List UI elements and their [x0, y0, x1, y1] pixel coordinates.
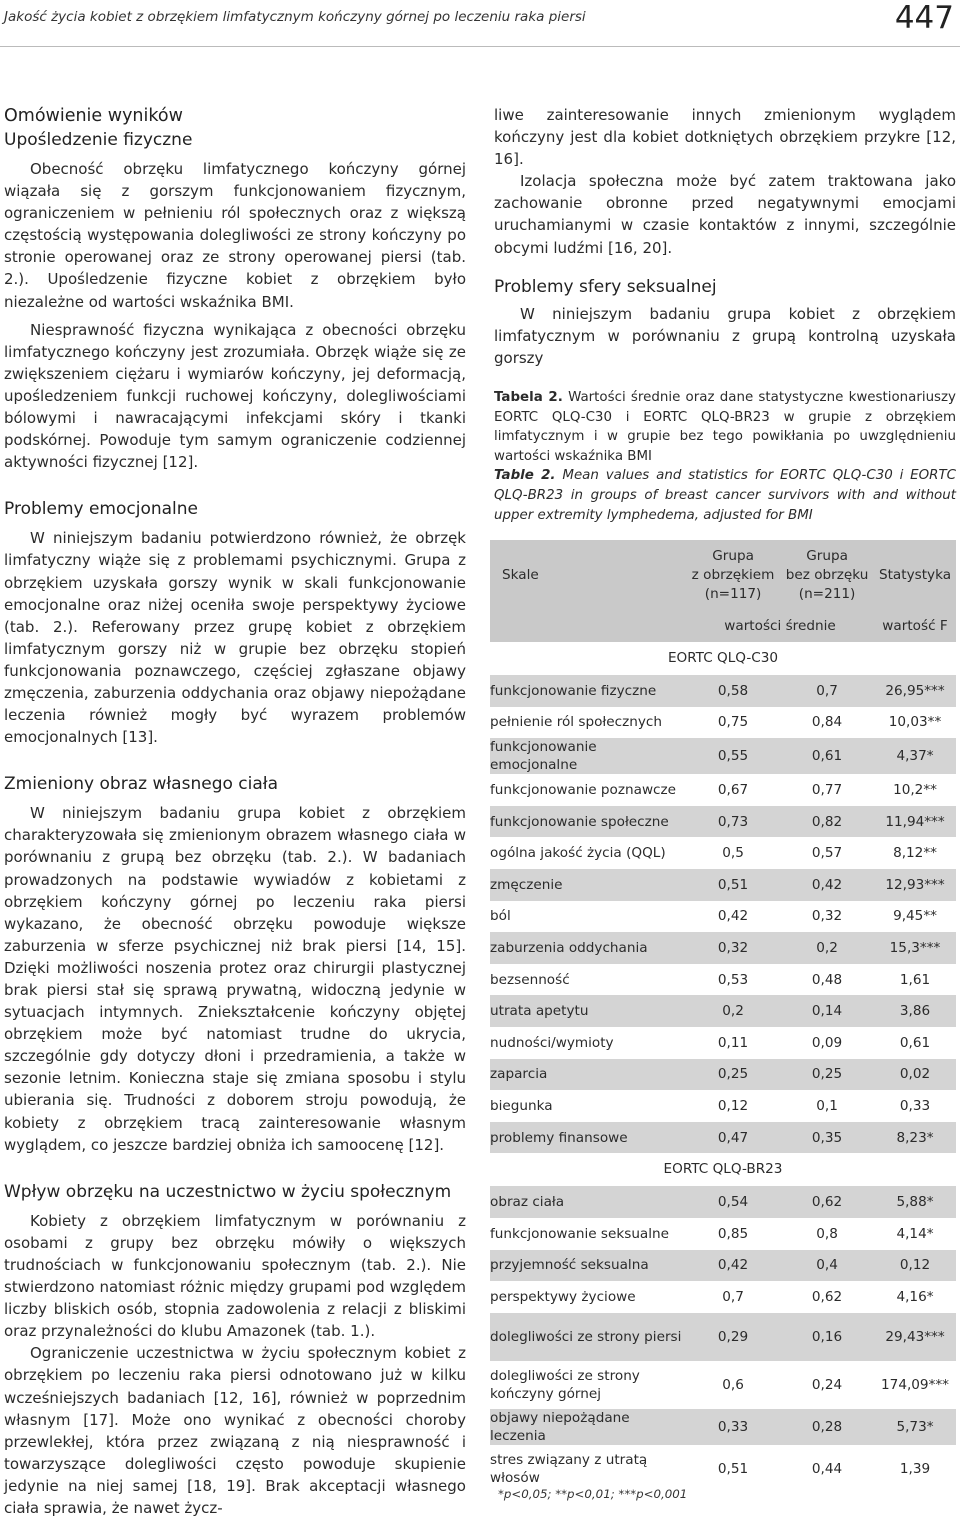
table-header-row: [490, 540, 956, 610]
caption-label-pl: Tabela 2.: [494, 390, 563, 405]
table-row: [490, 774, 956, 806]
value-f: 1,61: [899, 971, 931, 988]
value-group1: 0,85: [717, 1225, 749, 1242]
table-row: [490, 1313, 956, 1361]
row-label: nudności/wymioty: [490, 1034, 614, 1051]
row-label: stres związany z utratą włosów: [490, 1451, 648, 1486]
row-label: zaburzenia oddychania: [490, 932, 686, 964]
row-label: ogólna jakość życia (QQL): [490, 845, 666, 862]
value-group1: 0,55: [686, 738, 780, 774]
value-group2: 0,4: [780, 1250, 874, 1282]
value-group2: 0,57: [811, 845, 843, 862]
value-group1: 0,12: [717, 1097, 749, 1114]
value-group1: 0,42: [717, 908, 749, 925]
table-row: [490, 1445, 956, 1493]
value-f: 10,2**: [893, 781, 937, 798]
paragraph: Izolacja społeczna może być zatem traktowana jako zachowanie obronne przed negatywnymi emocjami uruchamianymi w czasie kontaktów z innymi, szczególnie obcymi ludźmi [16, 20].: [494, 172, 956, 257]
value-group2: 0,7: [780, 675, 874, 707]
table-subheader-row: [490, 610, 956, 642]
subheader-f: wartość F: [874, 610, 956, 642]
table-row: [490, 932, 956, 964]
row-label: biegunka: [490, 1097, 553, 1114]
value-group2: 0,61: [780, 738, 874, 774]
value-group2: 0,2: [780, 932, 874, 964]
value-group2: 0,82: [780, 806, 874, 838]
value-f: 12,93***: [874, 869, 956, 901]
value-f: 0,12: [874, 1250, 956, 1282]
table-row: [490, 901, 956, 933]
value-f: 0,33: [899, 1097, 931, 1114]
value-group2: 0,32: [811, 908, 843, 925]
value-group1: 0,6: [722, 1376, 744, 1393]
group-row: [490, 642, 956, 675]
value-group2: 0,48: [811, 971, 843, 988]
value-f: 5,88*: [874, 1186, 956, 1218]
value-group2: 0,77: [811, 781, 843, 798]
table-row: [490, 1409, 956, 1445]
value-group2: 0,8: [816, 1225, 838, 1242]
caption-text-en: Mean values and statistics for EORTC QLQ-C30 i EORTC QLQ-BR23 in groups of breast cancer survivors with and without upper extremity lymphedema, adjusted for BMI: [494, 468, 957, 523]
value-f: 10,03**: [888, 714, 942, 731]
value-group2: 0,16: [780, 1313, 874, 1361]
value-group1: 0,53: [717, 971, 749, 988]
table-row: [490, 707, 956, 739]
value-group1: 0,73: [686, 806, 780, 838]
value-f: 4,37*: [874, 738, 956, 774]
value-f: 8,23*: [874, 1122, 956, 1154]
table-row: [490, 869, 956, 901]
value-group1: 0,11: [717, 1034, 749, 1051]
left-column: [4, 104, 466, 1519]
paragraph: Obecność obrzęku limfatycznego kończyny górnej wiązała się z gorszym funkcjonowaniem fizycznym, ograniczeniem w pełnieniu ról społecznych oraz z większą częstością występowania dolegliwości ze strony kończyny po stronie operowanej oraz ze strony operowanej piersi (tab. 2.). Upośledzenie fizyczne kobiet z obrzękiem było niezależne od wartości wskaźnika BMI.: [4, 160, 466, 311]
paragraph: W niniejszym badaniu grupa kobiet z obrzękiem charakteryzowała się zmienionym obrazem własnego ciała w porównaniu z grupą bez obrzęku (tab. 2.). W badaniach prowadzonych na podstawie wywiadów z kobietami z obrzękiem kończyny górnej po leczeniu raka piersi wykazano, że obecność obrzęku powoduje większe zaburzenia w sferze psychicznej niż brak piersi [14, 15]. Dzięki możliwości noszenia protez oraz chirurgii plastycznej brak piersi stał się sprawą prywatną, widoczną jedynie w sytuacjach intymnych. Zniekształcenie kończyny objętej obrzękiem może być natomiast trudne do ukrycia, szczególnie gdy dotyczy dłoni i przedramienia, a także w sezonie letnim. Konieczna staje się zmiana sposobu i stylu ubierania się. Trudności z doborem stroju powodują, że kobiety z obrzękiem tracą zainteresowanie własnym wyglądem, co jeszcze bardziej obniża ich samoocenę [12].: [4, 804, 466, 1154]
value-group1: 0,33: [686, 1409, 780, 1445]
value-group1: 0,67: [717, 781, 749, 798]
row-label: przyjemność seksualna: [490, 1250, 686, 1282]
row-label: obraz ciała: [490, 1186, 686, 1218]
value-f: 3,86: [874, 995, 956, 1027]
heading-social: Wpływ obrzęku na uczestnictwo w życiu społecznym: [4, 1181, 452, 1202]
section-title: Omówienie wyników: [4, 106, 183, 126]
value-group2: 0,1: [816, 1097, 838, 1114]
row-label: dolegliwości ze strony piersi: [490, 1313, 686, 1361]
page-number: 447: [894, 0, 954, 36]
value-group1: 0,58: [686, 675, 780, 707]
paragraph: Niesprawność fizyczna wynikająca z obecności obrzęku limfatycznego kończyny jest zrozumiała. Obrzęk wiąże się ze zwiększeniem ciężaru i wymiarów kończyny, jej deformacją, upośledzeniem funkcji ruchowej kończyny, dolegliwościami bólowymi i nawracającymi infekcjami skóry i tkanki podskórnej. Powoduje tym samym ograniczenie codziennej aktywności fizycznej [12].: [4, 320, 466, 472]
value-f: 5,73*: [874, 1409, 956, 1445]
table-row: [490, 1218, 956, 1250]
group-label-c30: EORTC QLQ-C30: [490, 642, 956, 675]
value-group2: 0,09: [811, 1034, 843, 1051]
table-row: [490, 1027, 956, 1059]
col-header-stat: Statystyka: [874, 540, 956, 610]
row-label: zmęczenie: [490, 869, 686, 901]
row-label: objawy niepożądane leczenia: [490, 1409, 686, 1445]
value-f: 174,09***: [881, 1376, 949, 1393]
value-group1: 0,42: [686, 1250, 780, 1282]
table-row: [490, 837, 956, 869]
running-title: Jakość życia kobiet z obrzękiem limfatycznym kończyny górnej po leczeniu raka piersi: [4, 9, 586, 25]
value-group1: 0,5: [722, 845, 744, 862]
row-label: funkcjonowanie fizyczne: [490, 675, 686, 707]
table-row: [490, 1186, 956, 1218]
value-group2: 0,25: [780, 1059, 874, 1091]
value-group1: 0,75: [717, 714, 749, 731]
table-row: [490, 806, 956, 838]
value-group2: 0,35: [780, 1122, 874, 1154]
paragraph: W niniejszym badaniu potwierdzono również, że obrzęk limfatyczny wiąże się z problemami psychicznymi. Grupa z obrzękiem uzyskała gorszy wynik w skali funkcjonowanie emocjonalne oraz niżej oceniła swoje perspektywy życiowe (tab. 2.). Referowany przez grupę kobiet z obrzękiem limfatycznym gorszy niż w grupie bez obrzęku stopień funkcjonowania poznawczego, częściej zgłaszane objawy zmęczenia, zaburzenia oddychania oraz objawy niepożądane leczenia również mogły być wyrazem problemów emocjonalnych [13].: [4, 529, 466, 747]
right-column: [494, 104, 956, 369]
caption-label-en: Table 2.: [494, 468, 556, 484]
value-f: 1,39: [899, 1460, 931, 1477]
value-f: 15,3***: [874, 932, 956, 964]
value-group1: 0,32: [686, 932, 780, 964]
value-group2: 0,44: [811, 1460, 843, 1477]
table-row: [490, 995, 956, 1027]
table-row: [490, 1361, 956, 1409]
heading-physical: Upośledzenie fizyczne: [4, 130, 193, 150]
table-row: [490, 1090, 956, 1122]
row-label: bezsenność: [490, 971, 570, 988]
value-f: 11,94***: [874, 806, 956, 838]
value-group1: 0,2: [686, 995, 780, 1027]
row-label: funkcjonowanie poznawcze: [490, 781, 677, 798]
col-header-group1: Grupa z obrzękiem (n=117): [686, 540, 780, 610]
row-label: dolegliwości ze strony kończyny górnej: [490, 1367, 640, 1402]
table-footnote: *p<0,05; **p<0,01; ***p<0,001: [498, 1487, 688, 1501]
value-f: 8,12**: [893, 845, 937, 862]
value-group2: 0,28: [780, 1409, 874, 1445]
table-row: [490, 675, 956, 707]
value-group1: 0,25: [686, 1059, 780, 1091]
row-label: zaparcia: [490, 1059, 686, 1091]
value-group1: 0,47: [686, 1122, 780, 1154]
value-group1: 0,54: [686, 1186, 780, 1218]
paragraph: Ograniczenie uczestnictwa w życiu społecznym kobiet z obrzękiem po leczeniu raka piersi odnotowano już w kilku wcześniejszych badaniach [12, 16], również w poprzednim własnym [17]. Może ono wynikać z obecności choroby przewlekłej, która przez związaną z nią niesprawność i towarzyszące dolegliwości często powoduje skupienie jedynie na niej samej [18, 19]. Brak akceptacji własnego ciała sprawia, że nawet życz-: [4, 1344, 466, 1517]
group-label-br23: EORTC QLQ-BR23: [490, 1153, 956, 1186]
value-group2: 0,62: [780, 1186, 874, 1218]
row-label: funkcjonowanie seksualne: [490, 1225, 670, 1242]
value-group2: 0,24: [811, 1376, 843, 1393]
value-group1: 0,51: [686, 869, 780, 901]
value-f: 4,16*: [896, 1288, 934, 1305]
paragraph: W niniejszym badaniu grupa kobiet z obrzękiem limfatycznym w porównaniu z grupą kontrolną uzyskała gorszy: [494, 304, 956, 367]
row-label: pełnienie ról społecznych: [490, 714, 663, 731]
col-header-group2: Grupa bez obrzęku (n=211): [780, 540, 874, 610]
value-f: 0,61: [899, 1034, 931, 1051]
row-label: problemy finansowe: [490, 1122, 686, 1154]
caption-text-pl: Wartości średnie oraz dane statystyczne kwestionariuszy EORTC QLQ-C30 i EORTC QLQ-BR23 w grupie z obrzękiem limfatycznym i w grupie bez tego powikłania po uwzględnieniu wartości wskaźnika BMI: [494, 390, 956, 464]
heading-sexual: Problemy sfery seksualnej: [494, 276, 717, 297]
row-label: perspektywy życiowe: [490, 1288, 636, 1305]
col-header-scale: Skale: [490, 540, 686, 610]
value-group1: 0,7: [722, 1288, 744, 1305]
table-row: [490, 1250, 956, 1282]
value-group2: 0,84: [811, 714, 843, 731]
table-row: [490, 964, 956, 996]
value-f: 26,95***: [874, 675, 956, 707]
heading-emotional: Problemy emocjonalne: [4, 499, 199, 520]
value-group2: 0,42: [780, 869, 874, 901]
value-group2: 0,62: [811, 1288, 843, 1305]
value-group1: 0,51: [717, 1460, 749, 1477]
row-label: utrata apetytu: [490, 995, 686, 1027]
table-caption: [494, 388, 956, 525]
value-f: 0,02: [874, 1059, 956, 1091]
row-label: ból: [490, 908, 511, 925]
value-f: 4,14*: [896, 1225, 934, 1242]
table-row: [490, 1281, 956, 1313]
row-label: funkcjonowanie emocjonalne: [490, 738, 686, 774]
value-f: 29,43***: [874, 1313, 956, 1361]
table-row: [490, 1059, 956, 1091]
paragraph: Kobiety z obrzękiem limfatycznym w porównaniu z osobami z grupy bez obrzęku mówiły o większych trudnościach w funkcjonowaniu społecznym (tab. 2.). Nie stwierdzono natomiast różnic między grupami pod względem liczby bliskich osób, stopnia zadowolenia z relacji z bliskimi oraz przynależności do klubu Amazonek (tab. 1.).: [4, 1211, 466, 1341]
value-group1: 0,29: [686, 1313, 780, 1361]
header-rule: [0, 46, 960, 47]
results-table: [490, 540, 956, 1493]
heading-body-image: Zmieniony obraz własnego ciała: [4, 774, 279, 795]
value-f: 9,45**: [893, 908, 937, 925]
group-row: [490, 1153, 956, 1186]
subheader-means: wartości średnie: [686, 610, 874, 642]
paragraph: liwe zainteresowanie innych zmienionym wyglądem kończyny jest dla kobiet dotkniętych obrzękiem przykre [12, 16].: [494, 106, 956, 169]
table-row: [490, 738, 956, 774]
value-group2: 0,14: [780, 995, 874, 1027]
row-label: funkcjonowanie społeczne: [490, 806, 686, 838]
table-row: [490, 1122, 956, 1154]
